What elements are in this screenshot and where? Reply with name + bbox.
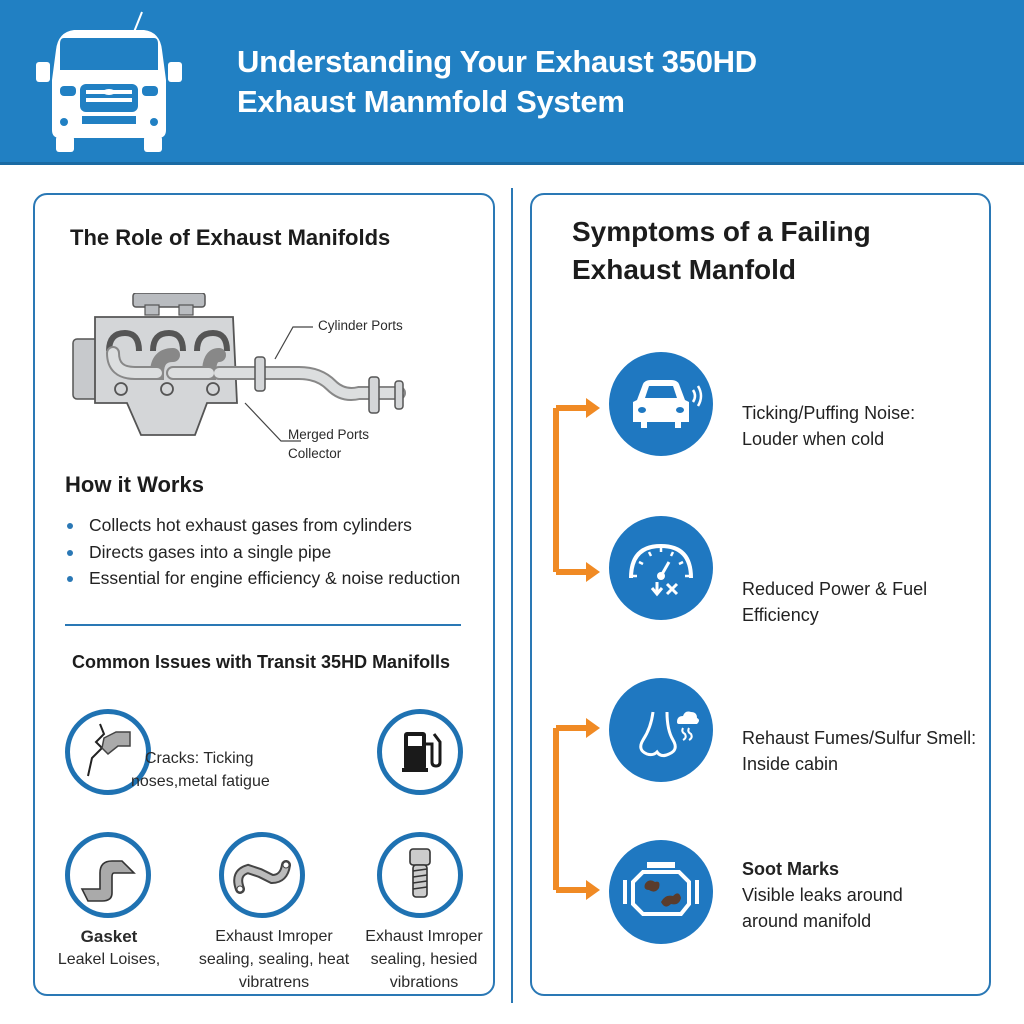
vertical-divider — [511, 188, 513, 1003]
list-item: Directs gases into a single pipe — [65, 539, 460, 566]
pipe-icon — [219, 832, 305, 918]
list-item: Collects hot exhaust gases from cylinders — [65, 512, 460, 539]
role-of-manifolds-card — [33, 193, 495, 996]
symptom-smell-text: Rehaust Fumes/Sulfur Smell: Inside cabin — [742, 728, 977, 774]
section-divider — [65, 624, 461, 626]
speedometer-down-icon — [609, 516, 713, 620]
fuel-pump-icon — [377, 709, 463, 795]
issue-pipe-text: Exhaust Imroper sealing, sealing, heat vibratrens — [198, 928, 350, 991]
van-icon — [34, 10, 184, 155]
list-item: Essential for engine efficiency & noise reduction — [65, 565, 460, 592]
how-it-works-list — [65, 512, 460, 592]
role-title: The Role of Exhaust Manifolds — [70, 225, 391, 250]
engine-soot-icon — [609, 840, 713, 944]
issue-gasket-text: Gasket Leakel Loises, — [57, 927, 161, 968]
callout-collector: Collector — [288, 446, 342, 461]
car-noise-icon — [609, 352, 713, 456]
callout-cylinder-ports: Cylinder Ports — [318, 318, 403, 333]
symptom-soot-text: Soot Marks Visible leaks around around manifold — [742, 859, 903, 931]
symptoms-title: Symptoms of a Failing Exhaust Manfold — [572, 216, 871, 285]
issue-bolt-text: Exhaust Imroper sealing, hesied vibrations — [365, 928, 483, 991]
issue-cracks-text: Cracks: Ticking noses,metal fatigue — [131, 750, 270, 790]
gasket-icon — [65, 832, 151, 918]
common-issues-title: Common Issues with Transit 35HD Manifolls — [72, 652, 451, 672]
header-banner — [0, 0, 1024, 165]
page-title: Understanding Your Exhaust 350HD Exhaust Manmfold System — [237, 44, 757, 119]
symptom-noise-text: Ticking/Puffing Noise: Louder when cold — [742, 403, 916, 449]
how-it-works-title: How it Works — [65, 472, 204, 497]
bolt-icon — [377, 832, 463, 918]
symptom-power-text: Reduced Power & Fuel Efficiency — [742, 579, 928, 625]
callout-merged-ports: Merged Ports — [288, 427, 370, 442]
nose-smell-icon — [609, 678, 713, 782]
flow-arrows-icon — [550, 380, 610, 920]
